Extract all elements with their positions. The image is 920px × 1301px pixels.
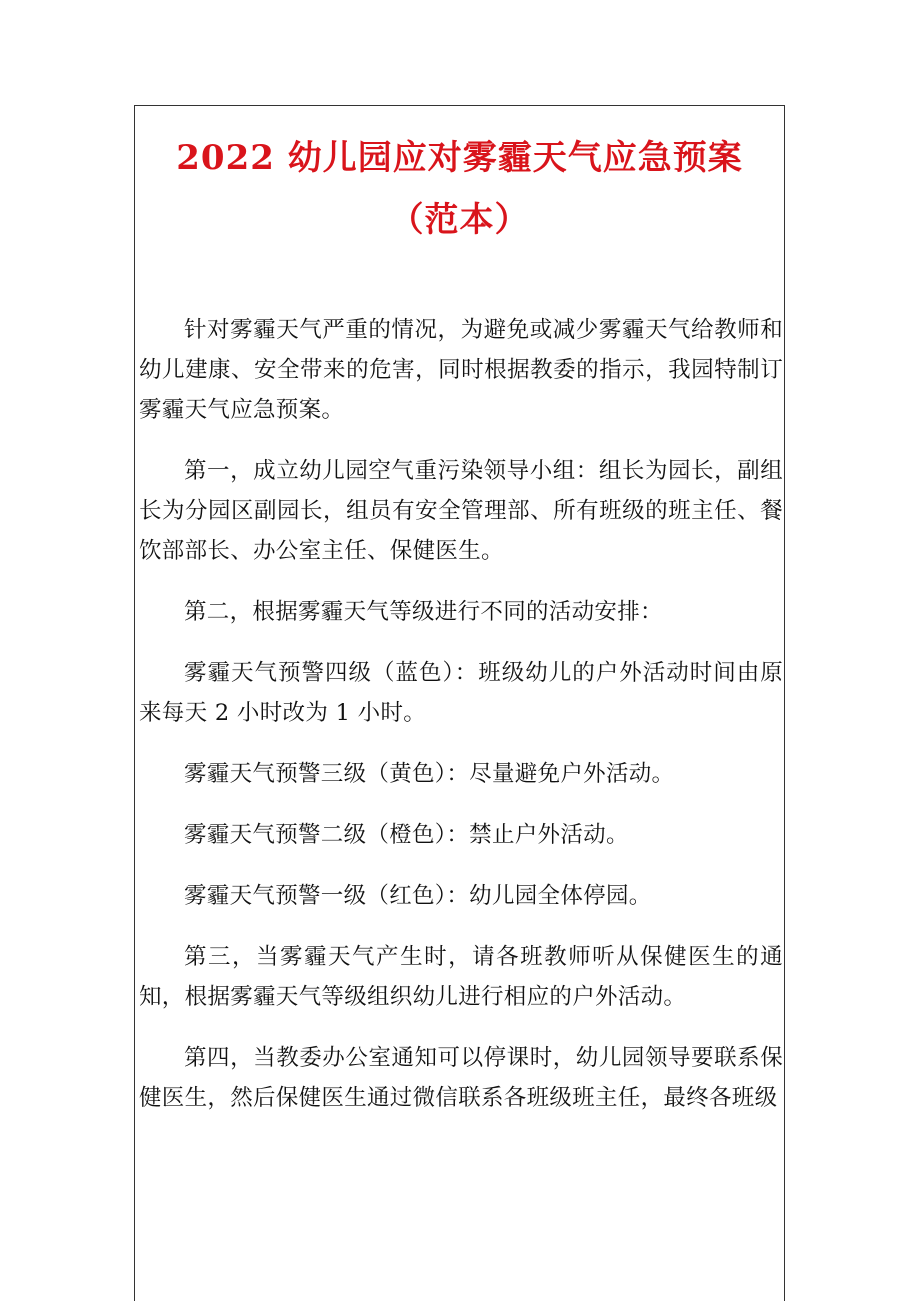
document-frame bbox=[134, 105, 785, 1301]
paragraph-level-four: 雾霾天气预警四级（蓝色）：班级幼儿的户外活动时间由原来每天 2 小时改为 1 小时。 bbox=[139, 660, 783, 726]
document-body bbox=[139, 310, 783, 1139]
paragraph-intro: 针对雾霾天气严重的情况，为避免或减少雾霾天气给教师和幼儿建康、安全带来的危害，同时根据教委的指示，我园特制订雾霾天气应急预案。 bbox=[139, 317, 783, 423]
paragraph-first: 第一，成立幼儿园空气重污染领导小组：组长为园长，副组长为分园区副园长，组员有安全管理部、所有班级的班主任、餐饮部部长、办公室主任、保健医生。 bbox=[139, 458, 783, 564]
paragraph-second: 第二，根据雾霾天气等级进行不同的活动安排： bbox=[184, 599, 663, 625]
document-subtitle: （范本） bbox=[389, 200, 530, 240]
paragraph-level-two: 雾霾天气预警二级（橙色）：禁止户外活动。 bbox=[184, 822, 629, 848]
document-title: 2022 幼儿园应对雾霾天气应急预案 bbox=[176, 138, 743, 178]
paragraph-fourth: 第四，当教委办公室通知可以停课时，幼儿园领导要联系保健医生，然后保健医生通过微信联系各班级班主任，最终各班级 bbox=[139, 1045, 783, 1111]
paragraph-level-three: 雾霾天气预警三级（黄色）：尽量避免户外活动。 bbox=[184, 761, 675, 787]
paragraph-third: 第三，当雾霾天气产生时，请各班教师听从保健医生的通知，根据雾霾天气等级组织幼儿进行相应的户外活动。 bbox=[139, 944, 783, 1010]
paragraph-level-one: 雾霾天气预警一级（红色）：幼儿园全体停园。 bbox=[184, 883, 652, 909]
